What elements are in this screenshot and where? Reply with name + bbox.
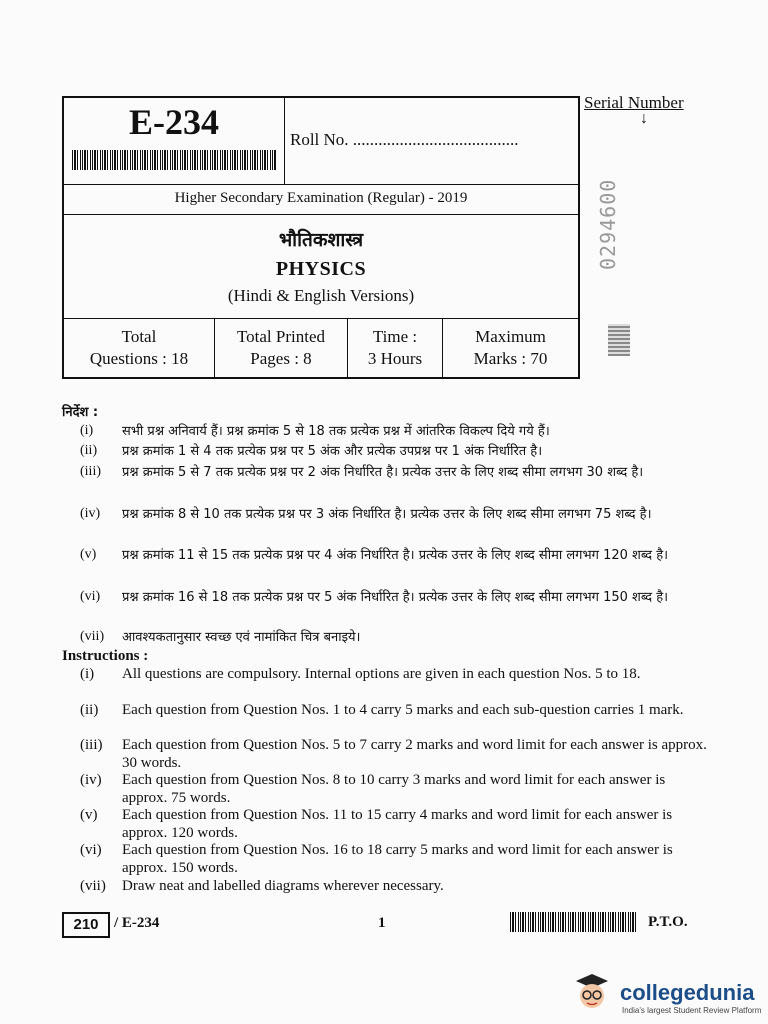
item-number: (iii) — [80, 464, 101, 479]
divider — [284, 98, 285, 184]
paper-code: E-234 — [129, 102, 219, 142]
item-text: Each question from Question Nos. 16 to 18 carry 5 marks and word limit for each answer is approx. 150 words. — [122, 842, 673, 876]
item-number: (iv) — [80, 506, 101, 521]
info-value: Pages : 8 — [250, 349, 312, 368]
pto-label: P.T.O. — [648, 914, 688, 930]
brand-tagline: India's largest Student Review Platform — [622, 1006, 762, 1015]
footer-barcode — [510, 912, 638, 932]
info-value: Questions : 18 — [89, 349, 189, 368]
serial-number-label: Serial Number — [584, 93, 684, 112]
versions-note: (Hindi & English Versions) — [227, 286, 415, 305]
exam-header-box — [62, 96, 580, 379]
divider — [64, 214, 578, 215]
exam-title: Higher Secondary Examination (Regular) - 2019 — [174, 190, 468, 206]
info-time — [348, 326, 442, 370]
info-label: Maximum — [475, 327, 546, 346]
item-number: (vii) — [80, 629, 105, 644]
item-number: (i) — [80, 666, 95, 682]
info-total-questions — [64, 326, 214, 370]
roll-no-field: Roll No. ....................................... — [290, 130, 519, 149]
mascot-icon — [572, 972, 612, 1012]
item-text: सभी प्रश्न अनिवार्य हैं। प्रश्न क्रमांक 5 से 18 तक प्रत्येक प्रश्न में आंतरिक विकल्प दिये गये हैं। — [122, 424, 550, 439]
brand-logo-text: collegedunia — [620, 980, 755, 1005]
info-value: 3 Hours — [367, 349, 423, 368]
barcode — [72, 150, 276, 170]
subject-hindi: भौतिकशास्त्र — [278, 229, 364, 251]
serial-stamp: 0294600 — [596, 178, 620, 270]
item-text: प्रश्न क्रमांक 16 से 18 तक प्रत्येक प्रश्न पर 5 अंक निर्धारित है। प्रत्येक उत्तर के लिए शब्द सीमा लगभग 150 शब्द है। — [122, 590, 669, 605]
item-text: Each question from Question Nos. 11 to 15 carry 4 marks and word limit for each answer is approx. 120 words. — [122, 807, 673, 841]
info-value: Marks : 70 — [473, 349, 548, 368]
item-number: (vi) — [80, 842, 102, 858]
item-number: (vii) — [80, 878, 106, 894]
item-number: (iv) — [80, 772, 102, 788]
english-instructions-heading: Instructions : — [62, 648, 149, 664]
subject-english: PHYSICS — [275, 258, 367, 280]
paper-box-code: 210 — [62, 912, 110, 938]
item-text: Each question from Question Nos. 5 to 7 carry 2 marks and word limit for each answer is approx. 30 words. — [122, 737, 707, 771]
info-max-marks — [443, 326, 578, 370]
item-number: (v) — [80, 807, 98, 823]
item-number: (iii) — [80, 737, 103, 753]
divider — [64, 318, 578, 319]
info-label: Total — [121, 327, 157, 346]
serial-qr-code — [608, 324, 630, 356]
hindi-instructions-heading: निर्देश : — [62, 405, 99, 420]
item-text: आवश्यकतानुसार स्वच्छ एवं नामांकित चित्र बनाइये। — [122, 630, 361, 645]
divider — [64, 184, 578, 185]
item-text: Each question from Question Nos. 8 to 10 carry 3 marks and word limit for each answer is approx. 75 words. — [122, 772, 666, 806]
item-number: (v) — [80, 547, 97, 562]
item-text: Each question from Question Nos. 1 to 4 carry 5 marks and each sub-question carries 1 mark. — [122, 702, 684, 718]
item-number: (vi) — [80, 589, 101, 604]
info-label: Total Printed — [236, 327, 326, 346]
paper-reference: / E-234 — [114, 915, 160, 931]
item-number: (i) — [80, 423, 94, 438]
item-text: All questions are compulsory. Internal options are given in each question Nos. 5 to 18. — [122, 666, 641, 682]
item-text: प्रश्न क्रमांक 5 से 7 तक प्रत्येक प्रश्न पर 2 अंक निर्धारित है। प्रत्येक उत्तर के लिए शब्द सीमा लगभग 30 शब्द है। — [122, 465, 644, 480]
item-number: (ii) — [80, 702, 99, 718]
item-text: प्रश्न क्रमांक 1 से 4 तक प्रत्येक प्रश्न पर 5 अंक और प्रत्येक उपप्रश्न पर 1 अंक निर्धारित है। — [122, 444, 543, 459]
item-text: Draw neat and labelled diagrams wherever necessary. — [122, 878, 444, 894]
down-arrow-icon: ↓ — [640, 110, 648, 127]
item-text: प्रश्न क्रमांक 11 से 15 तक प्रत्येक प्रश्न पर 4 अंक निर्धारित है। प्रत्येक उत्तर के लिए शब्द सीमा लगभग 120 शब्द है। — [122, 548, 669, 563]
item-number: (ii) — [80, 443, 98, 458]
item-text: प्रश्न क्रमांक 8 से 10 तक प्रत्येक प्रश्न पर 3 अंक निर्धारित है। प्रत्येक उत्तर के लिए शब्द सीमा लगभग 75 शब्द है। — [122, 507, 652, 522]
info-label: Time : — [372, 327, 418, 346]
info-total-pages — [215, 326, 347, 370]
page-number: 1 — [378, 915, 386, 931]
